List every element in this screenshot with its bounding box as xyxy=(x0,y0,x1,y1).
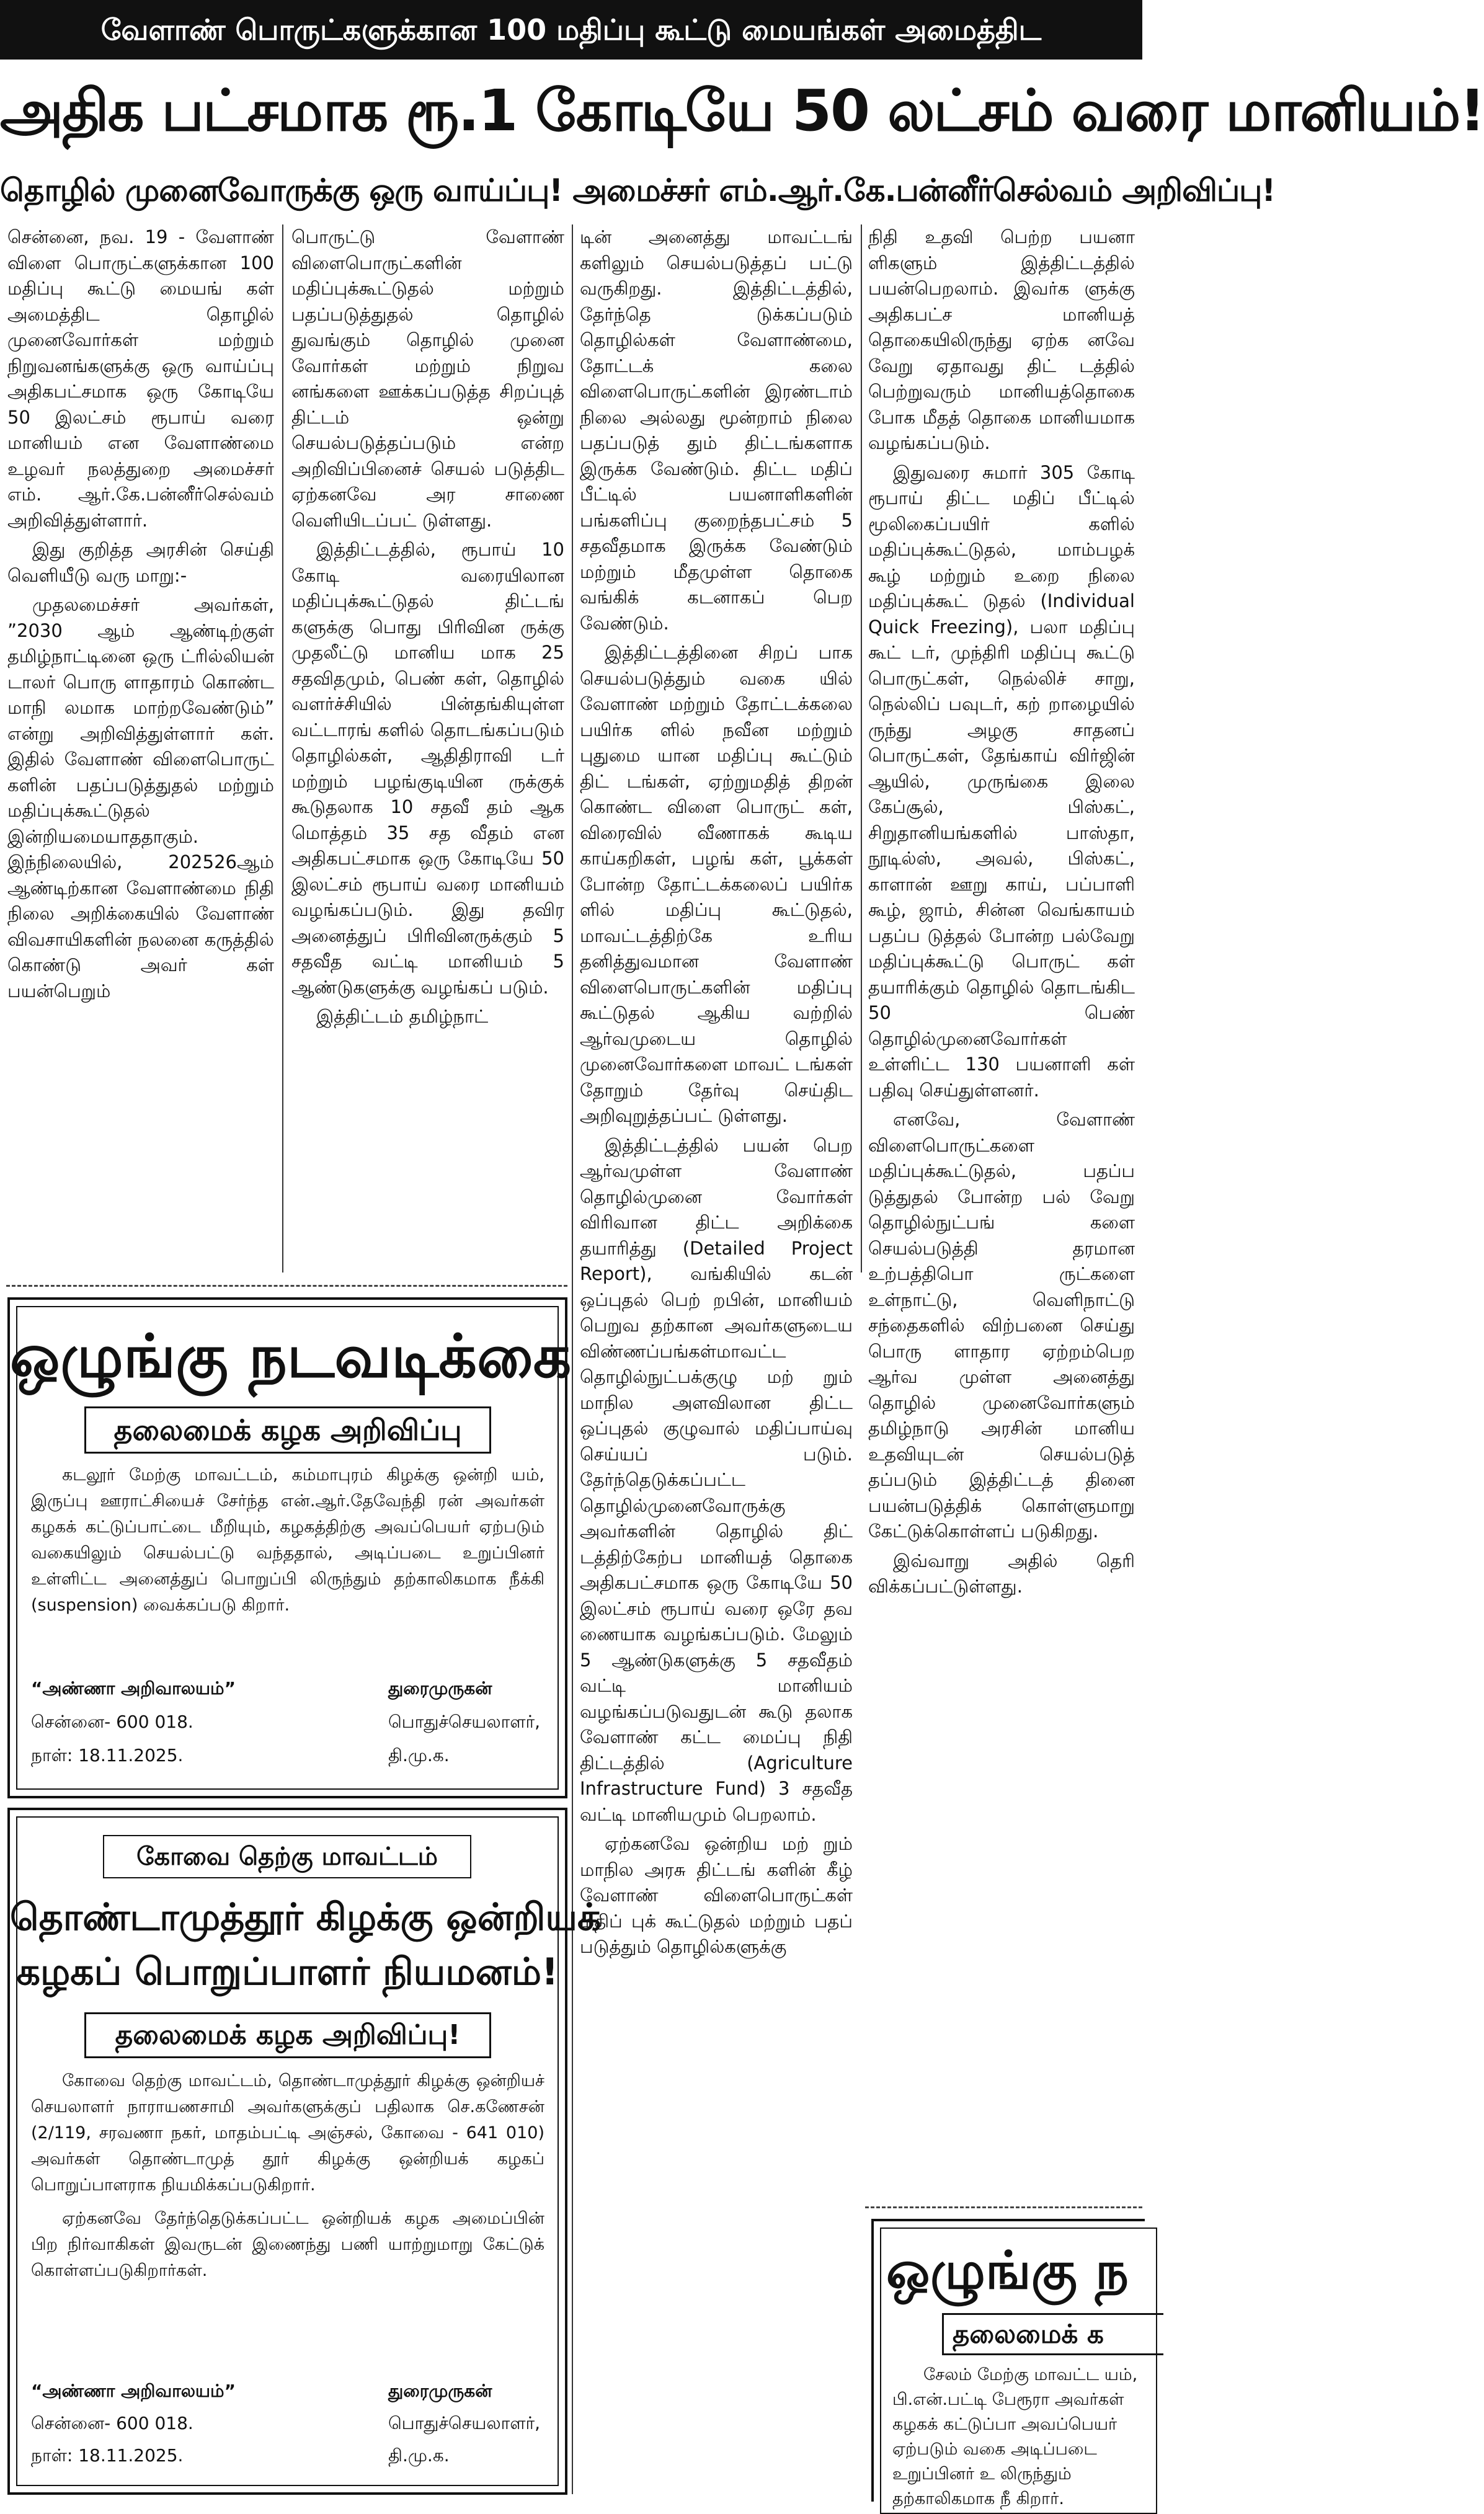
notice-title-line1: தொண்டாமுத்தூர் கிழக்கு ஒன்றியக் xyxy=(10,1896,602,1939)
notice-subtitle: தலைமைக் க xyxy=(942,2313,1163,2355)
notice-party: தி.மு.க. xyxy=(388,2445,450,2466)
appointment-notice xyxy=(7,1808,602,2495)
notice-signatory: துரைமுருகன் xyxy=(388,2381,492,2401)
article-column-4 xyxy=(868,224,1135,1597)
notice-title-line2: கழகப் பொறுப்பாளர் நியமனம்! xyxy=(16,1950,559,1994)
notice-paragraph: ஏற்கனவே தேர்ந்தெடுக்கப்பட்ட ஒன்றியக் கழக அமைப்பின் பிற நிர்வாகிகள் இவருடன் இணைந்து பணி யாற்றுமாறு கேட்டுக் கொள்ளப்படுகிறார்கள். xyxy=(31,2209,544,2280)
notice-body xyxy=(31,2068,544,2291)
article-paragraph: பொருட்டு வேளாண் விளைபொருட்களின் மதிப்புக்கூட்டுதல் மற்றும் பதப்படுத்துதல் தொழில் துவங்கும் தொழில் முனை வோர்கள் மற்றும் நிறுவ னங்களை ஊக்கப்படுத்த சிறப்புத் திட்டம் ஒன்று செயல்படுத்தப்படும் என்ற அறிவிப்பினைச் செயல் படுத்திட ஏற்கனவே அர சாணை வெளியிடப்பட் டுள்ளது. xyxy=(291,226,564,531)
notice-paragraph: சேலம் மேற்கு மாவட்ட யம், பி.என்.பட்டி பேரூரா அவர்கள் கழகக் கட்டுப்பா அவப்பெயர் ஏற்படும் வகை அடிப்படை உறுப்பினர் உ லிருந்தும் தற்காலிகமாக நீ கிறார். xyxy=(892,2365,1138,2508)
article-paragraph: சென்னை, நவ. 19 - வேளாண் விளை பொருட்களுக்கான 100 மதிப்பு கூட்டு மையங் கள் அமைத்திட தொழில் முனைவோர்கள் மற்றும் நிறுவனங்களுக்கு ஒரு வாய்ப்பு அதிகபட்சமாக ஒரு கோடியே 50 இலட்சம் ரூபாய் வரை மானியம் என வேளாண்மை உழவர் நலத்துறை அமைச்சர் எம். ஆர்.கே.பன்னீர்செல்வம் அறிவித்துள்ளார். xyxy=(7,226,274,531)
subheadline: தொழில் முனைவோருக்கு ஒரு வாய்ப்பு! அமைச்சர் எம்.ஆர்.கே.பன்னீர்செல்வம் அறிவிப்பு! xyxy=(0,172,1276,208)
notice-office: “அண்ணா அறிவாலயம்” xyxy=(31,2381,236,2401)
article-paragraph: இவ்வாறு அதில் தெரி விக்கப்பட்டுள்ளது. xyxy=(868,1550,1135,1597)
notice-designation: பொதுச்செயலாளர், xyxy=(388,2413,541,2433)
notice-designation: பொதுச்செயலாளர், xyxy=(388,1712,541,1732)
column-rule xyxy=(282,224,283,1273)
notice-signatory: துரைமுருகன் xyxy=(388,1678,492,1699)
notice-body xyxy=(892,2363,1153,2512)
article-paragraph: முதலமைச்சர் அவர்கள், ”2030 ஆம் ஆண்டிற்குள் தமிழ்நாட்டினை ஒரு ட்ரில்லியன் டாலர் பொரு ளாதாரம் கொண்ட மாநி லமாக மாற்றவேண்டும்” என்று அறிவித்துள்ளார் கள். இதில் வேளாண் விளைபொருட் களின் பதப்படுத்துதல் மற்றும் மதிப்புக்கூட்டுதல் இன்றியமையாததாகும். இந்நிலையில், 202526ஆம் ஆண்டிற்கான வேளாண்மை நிதி நிலை அறிக்கையில் வேளாண் விவசாயிகளின் நலனை கருத்தில் கொண்டு அவர் கள் பயன்பெறும் xyxy=(7,594,274,1002)
article-paragraph: இத்திட்டத்தில் பயன் பெற ஆர்வமுள்ள வேளாண் தொழில்முனை வோர்கள் விரிவான திட்ட அறிக்கை தயாரித்து (Detailed Project Report), வங்கியில் கடன் ஒப்புதல் பெற் றபின், மானியம் பெறுவ தற்கான அவர்களுடைய விண்ணப்பங்கள்மாவட்ட தொழில்நுட்பக்குழு மற் றும் மாநில அளவிலான திட்ட ஒப்புதல் குழுவால் மதிப்பாய்வு செய்யப் படும். தேர்ந்தெடுக்கப்பட்ட தொழில்முனைவோருக்கு அவர்களின் தொழில் திட் டத்திற்கேற்ப மானியத் தொகை அதிகபட்சமாக ஒரு கோடியே 50 இலட்சம் ரூபாய் வரை ஒரே தவ ணையாக வழங்கப்படும். மேலும் 5 ஆண்டுகளுக்கு 5 சதவீதம் வட்டி மானியம் வழங்கப்படுவதுடன் கூடு தலாக வேளாண் கட்ட மைப்பு நிதி திட்டத்தில் (Agriculture Infrastructure Fund) 3 சதவீத வட்டி மானியமும் பெறலாம். xyxy=(580,1134,853,1825)
notice-city: சென்னை- 600 018. xyxy=(31,1712,193,1732)
article-paragraph: நிதி உதவி பெற்ற பயனா ளிகளும் இத்திட்டத்தில் பயன்பெறலாம். இவர்க ளுக்கு அதிகபட்ச மானியத் தொகையிலிருந்து ஏற்க னவே வேறு ஏதாவது திட் டத்தில் பெற்றுவரும் மானியத்தொகை போக மீதத் தொகை மானியமாக வழங்கப்படும். xyxy=(868,226,1135,453)
notice-title: ஒழுங்கு நடவடிக்கை xyxy=(10,1321,572,1391)
column-rule xyxy=(572,224,573,2494)
notice-subtitle: தலைமைக் கழக அறிவிப்பு! xyxy=(84,2012,491,2058)
article-paragraph: இத்திட்டத்தினை சிறப் பாக செயல்படுத்தும் வகை யில் வேளாண் மற்றும் தோட்டக்கலை பயிர்க ளில் நவீன மற்றும் புதுமை யான மதிப்பு கூட்டும் திட் டங்கள், ஏற்றுமதித் திறன் கொண்ட விளை பொருட் கள், விரைவில் வீணாகக் கூடிய காய்கறிகள், பழங் கள், பூக்கள் போன்ற தோட்டக்கலைப் பயிர்க ளில் மதிப்பு கூட்டுதல், மாவட்டத்திற்கே உரிய தனித்துவமான வேளாண் விளைபொருட்களின் மதிப்பு கூட்டுதல் ஆகிய வற்றில் ஆர்வமுடைய தொழில் முனைவோர்களை மாவட் டங்கள் தோறும் தேர்வு செய்திட அறிவுறுத்தப்பட் டுள்ளது. xyxy=(580,642,853,1126)
article-column-3 xyxy=(580,224,853,2494)
article-column-1 xyxy=(7,224,274,1279)
notice-subtitle: தலைமைக் கழக அறிவிப்பு xyxy=(84,1406,491,1454)
notice-paragraph: கோவை தெற்கு மாவட்டம், தொண்டாமுத்தூர் கிழக்கு ஒன்றியச் செயலாளர் நாராயணசாமி அவர்களுக்குப் பதிலாக செ.கணேசன் (2/119, சரவணா நகர், மாதம்பட்டி அஞ்சல், கோவை - 641 010) அவர்கள் தொண்டாமுத் தூர் கிழக்கு ஒன்றியக் கழகப் பொறுப்பாளராக நியமிக்கப்படுகிறார். xyxy=(31,2071,544,2195)
section-divider xyxy=(865,2206,1142,2208)
article-paragraph: ஏற்கனவே ஒன்றிய மற் றும் மாநில அரசு திட்டங் களின் கீழ் வேளாண் விளைபொருட்கள் மதிப் புக் கூட்டுதல் மற்றும் பதப் படுத்தும் தொழில்களுக்கு xyxy=(580,1833,853,1957)
notice-office: “அண்ணா அறிவாலயம்” xyxy=(31,1678,236,1699)
section-divider xyxy=(6,1285,567,1287)
article-paragraph: எனவே, வேளாண் விளைபொருட்களை மதிப்புக்கூட்டுதல், பதப்ப டுத்துதல் போன்ற பல் வேறு தொழில்நுட்பங் களை செயல்படுத்தி தரமான உற்பத்திபொ ருட்களை உள்நாட்டு, வெளிநாட்டு சந்தைகளில் விற்பனை செய்து பொரு ளாதார ஏற்றம்பெற ஆர்வ முள்ள அனைத்து தொழில் முனைவோர்களும் தமிழ்நாடு அரசின் மானிய உதவியுடன் செயல்படுத் தப்படும் இத்திட்டத் தினை பயன்படுத்திக் கொள்ளுமாறு கேட்டுக்கொள்ளப் படுகிறது. xyxy=(868,1109,1135,1542)
disciplinary-notice-partial xyxy=(871,2219,1145,2508)
top-banner: வேளாண் பொருட்களுக்கான 100 மதிப்பு கூட்டு மையங்கள் அமைத்திட xyxy=(0,0,1142,60)
notice-date: நாள்: 18.11.2025. xyxy=(31,2445,184,2466)
notice-city: சென்னை- 600 018. xyxy=(31,2413,193,2433)
headline: அதிக பட்சமாக ரூ.1 கோடியே 50 லட்சம் வரை மானியம்! xyxy=(0,78,1484,144)
article-paragraph: இது குறித்த அரசின் செய்தி வெளியீடு வரு மாறு:- xyxy=(7,539,274,586)
article-paragraph: இத்திட்டத்தில், ரூபாய் 10 கோடி வரையிலான மதிப்புக்கூட்டுதல் திட்டங் களுக்கு பொது பிரிவின ருக்கு முதலீட்டு மானிய மாக 25 சதவிதமும், பெண் கள், தொழில் வளர்ச்சியில் பின்தங்கியுள்ள வட்டாரங் களில் தொடங்கப்படும் தொழில்கள், ஆதிதிராவி டர் மற்றும் பழங்குடியின ருக்குக் கூடுதலாக 10 சதவீ தம் ஆக மொத்தம் 35 சத வீதம் என அதிகபட்சமாக ஒரு கோடியே 50 இலட்சம் ரூபாய் வரை மானியம் வழங்கப்படும். இது தவிர அனைத்துப் பிரிவினருக்கும் 5 சதவீத வட்டி மானியம் 5 ஆண்டுகளுக்கு வழங்கப் படும். xyxy=(291,539,564,998)
notice-party: தி.மு.க. xyxy=(388,1745,450,1766)
article-column-2 xyxy=(291,224,564,1279)
notice-body xyxy=(31,1462,544,1626)
column-rule xyxy=(861,224,862,1273)
notice-date: நாள்: 18.11.2025. xyxy=(31,1745,184,1766)
notice-title: ஒழுங்கு ந xyxy=(886,2240,1129,2301)
article-paragraph: இதுவரை சுமார் 305 கோடி ரூபாய் திட்ட மதிப் பீட்டில் மூலிகைப்பயிர் களில் மதிப்புக்கூட்டுதல், மாம்பழக் கூழ் மற்றும் உறை நிலை மதிப்புக்கூட் டுதல் (Individual Quick Freezing), பலா மதிப்பு கூட் டர், முந்திரி மதிப்பு கூட்டு பொருட்கள், நெல்லிச் சாறு, நெல்லிப் பவுடர், கற் றாழையில் ருந்து அழகு சாதனப் பொருட்கள், தேங்காய் விர்ஜின் ஆயில், முருங்கை இலை கேப்சூல், பிஸ்கட், சிறுதானியங்களில் பாஸ்தா, நூடில்ஸ், அவல், பிஸ்கட், காளான் ஊறு காய், பப்பாளி கூழ், ஜாம், சின்ன வெங்காயம் பதப்ப டுத்தல் போன்ற பல்வேறு மதிப்புக்கூட்டு பொருட் கள் தயாரிக்கும் தொழில் தொடங்கிட 50 பெண் தொழில்முனைவோர்கள் உள்ளிட்ட 130 பயனாளி கள் பதிவு செய்துள்ளனர். xyxy=(868,461,1135,1101)
notice-paragraph: கடலூர் மேற்கு மாவட்டம், கம்மாபுரம் கிழக்கு ஒன்றி யம், இருப்பு ஊராட்சியைச் சேர்ந்த என்.ஆர்.தேவேந்தி ரன் அவர்கள் கழகக் கட்டுப்பாட்டை மீறியும், கழகத்திற்கு அவப்பெயர் ஏற்படும் வகையிலும் செயல்பட்டு வந்ததால், அடிப்படை உறுப்பினர் உள்ளிட்ட அனைத்துப் பொறுப்பி லிருந்தும் தற்காலிகமாக நீக்கி (suspension) வைக்கப்படு கிறார். xyxy=(31,1465,544,1615)
article-paragraph: டின் அனைத்து மாவட்டங் களிலும் செயல்படுத்தப் பட்டு வருகிறது. இத்திட்டத்தில், தேர்ந்தெ டுக்கப்படும் தொழில்கள் வேளாண்மை, தோட்டக் கலை விளைபொருட்களின் இரண்டாம் நிலை அல்லது மூன்றாம் நிலை பதப்படுத் தும் திட்டங்களாக இருக்க வேண்டும். திட்ட மதிப் பீட்டில் பயனாளிகளின் பங்களிப்பு குறைந்தபட்சம் 5 சதவீதமாக இருக்க வேண்டும் மற்றும் மீதமுள்ள தொகை வங்கிக் கடனாகப் பெற வேண்டும். xyxy=(580,226,853,634)
disciplinary-notice xyxy=(7,1297,572,1798)
notice-region: கோவை தெற்கு மாவட்டம் xyxy=(103,1835,471,1878)
article-paragraph: இத்திட்டம் தமிழ்நாட் xyxy=(316,1006,489,1027)
